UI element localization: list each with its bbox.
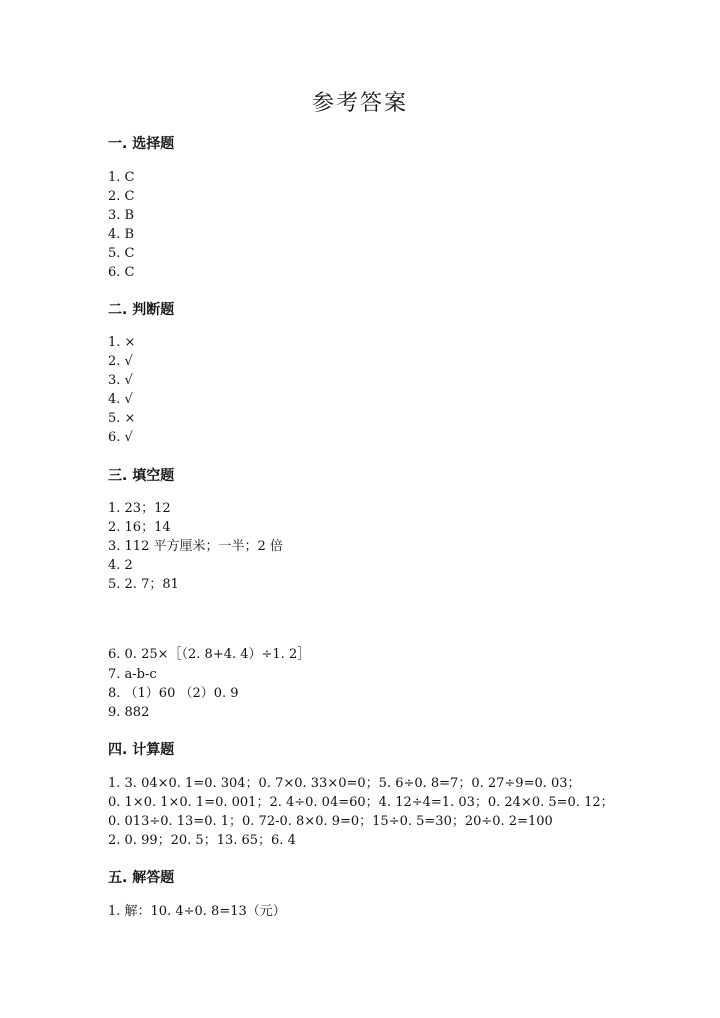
calc-answer-line-1: 1. 3. 04×0. 1=0. 304；0. 7×0. 33×0=0；5. 6÷0. 8=7；0. 27÷9=0. 03； bbox=[108, 776, 581, 791]
fill-answer-8: 8. （1）60 （2）0. 9 bbox=[108, 686, 239, 701]
section-heading-choice: 一. 选择题 bbox=[108, 136, 175, 152]
fill-answer-5: 5. 2. 7；81 bbox=[108, 577, 179, 592]
judge-answer-4: 4. √ bbox=[108, 392, 133, 407]
judge-answer-5: 5. × bbox=[108, 411, 136, 426]
judge-answer-6: 6. √ bbox=[108, 430, 133, 445]
choice-answer-5: 5. C bbox=[108, 246, 135, 261]
choice-answer-2: 2. C bbox=[108, 189, 135, 204]
fill-answer-3: 3. 112 平方厘米；一半；2 倍 bbox=[108, 539, 283, 554]
section-heading-solve: 五. 解答题 bbox=[108, 870, 175, 886]
fill-answer-9: 9. 882 bbox=[108, 705, 150, 720]
section-heading-calc: 四. 计算题 bbox=[108, 742, 175, 758]
judge-answer-1: 1. × bbox=[108, 335, 136, 350]
section-heading-judge: 二. 判断题 bbox=[108, 302, 175, 318]
section-heading-fill: 三. 填空题 bbox=[108, 468, 175, 484]
fill-answer-2: 2. 16；14 bbox=[108, 520, 171, 535]
fill-answer-7: 7. a-b-c bbox=[108, 667, 157, 682]
choice-answer-1: 1. C bbox=[108, 170, 135, 185]
choice-answer-6: 6. C bbox=[108, 265, 135, 280]
fill-answer-1: 1. 23；12 bbox=[108, 501, 171, 516]
calc-answer-line-4: 2. 0. 99；20. 5；13. 65；6. 4 bbox=[108, 833, 296, 848]
judge-answer-2: 2. √ bbox=[108, 354, 133, 369]
choice-answer-3: 3. B bbox=[108, 208, 135, 223]
calc-answer-line-3: 0. 013÷0. 13=0. 1；0. 72-0. 8×0. 9=0；15÷0. 5=30；20÷0. 2=100 bbox=[108, 814, 553, 829]
calc-answer-line-2: 0. 1×0. 1×0. 1=0. 001；2. 4÷0. 04=60；4. 12÷4=1. 03；0. 24×0. 5=0. 12； bbox=[108, 795, 614, 810]
page-title: 参考答案 bbox=[311, 91, 408, 116]
judge-answer-3: 3. √ bbox=[108, 373, 133, 388]
solve-answer-1: 1. 解：10. 4÷0. 8=13（元） bbox=[108, 904, 286, 919]
choice-answer-4: 4. B bbox=[108, 227, 135, 242]
fill-answer-4: 4. 2 bbox=[108, 558, 133, 573]
fill-answer-6: 6. 0. 25×［（2. 8+4. 4）÷1. 2］ bbox=[108, 647, 311, 662]
